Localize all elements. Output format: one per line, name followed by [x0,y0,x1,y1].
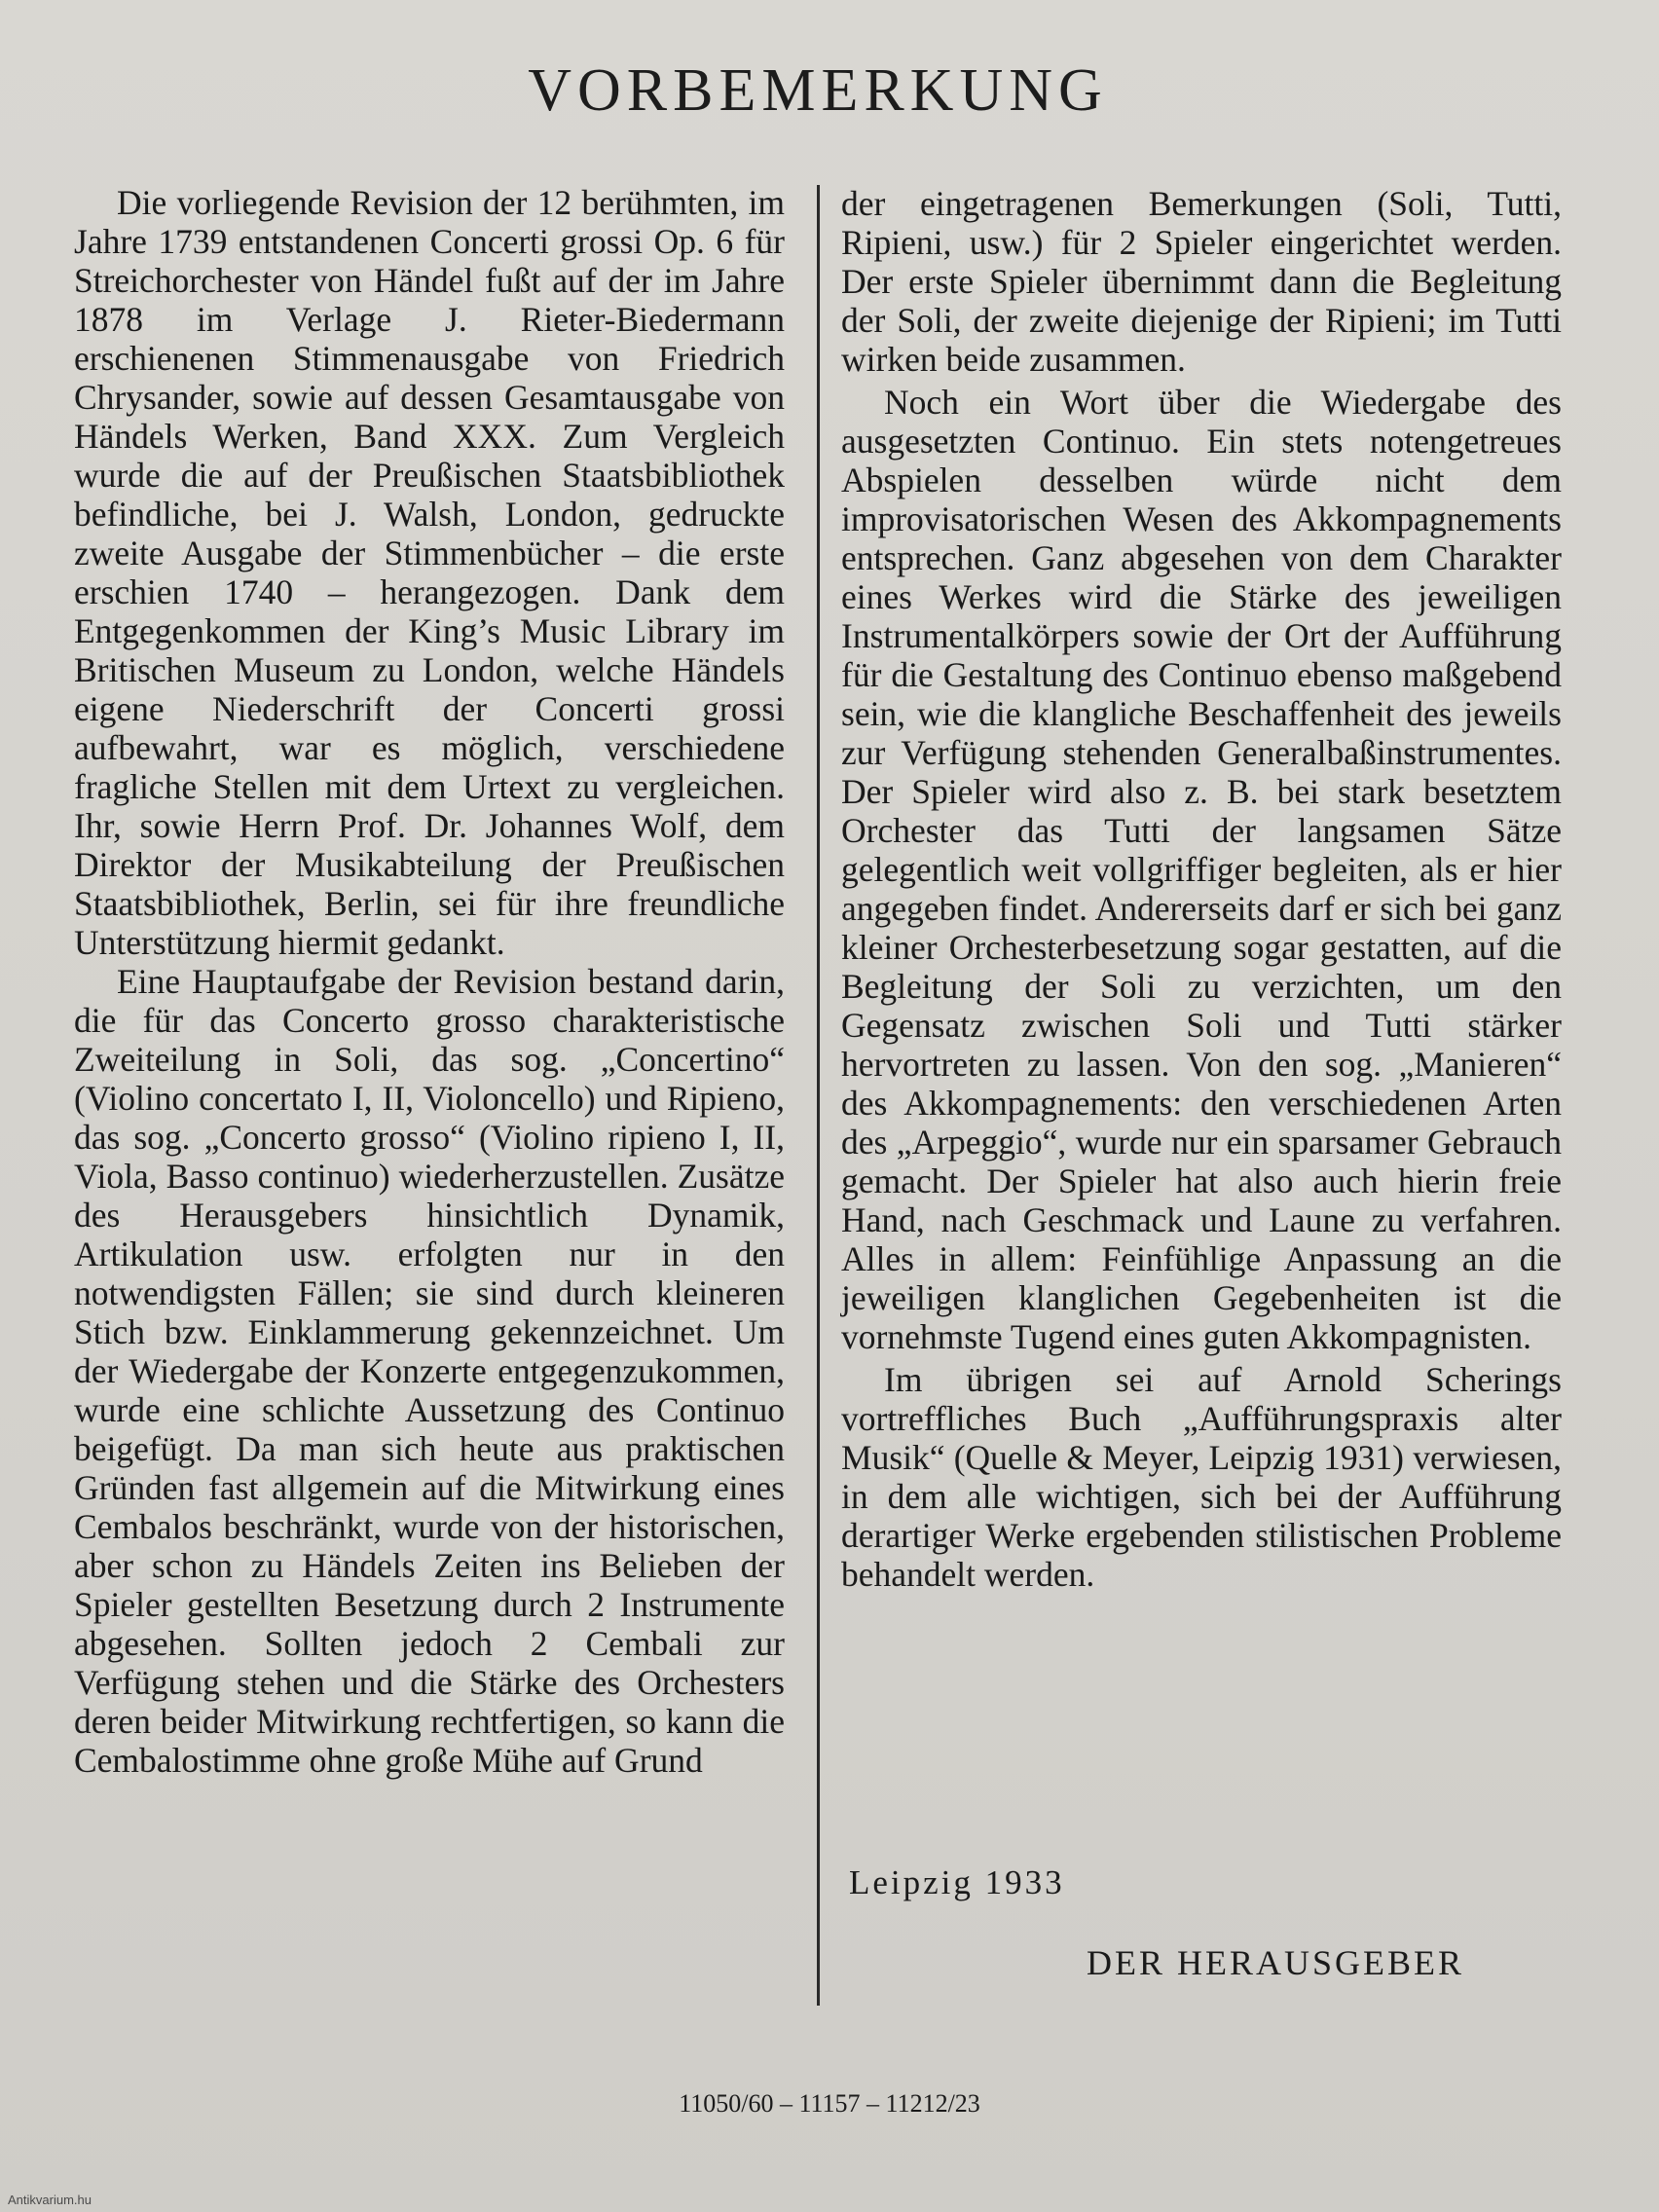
paragraph: Eine Hauptaufgabe der Revision bestand darin, die für das Concerto grosso charakteristische Zweiteilung in Soli, das sog. „Concertino“ (Violino concertato I, II, Violoncello) und Ripieno, das sog. „Concerto grosso“ (Violino ripieno I, II, Viola, Basso continuo) wiederherzustellen. Zusätze des Herausgebers hinsichtlich Dynamik, Artikulation usw. erfolgten nur in den notwendigsten Fällen; sie sind durch kleineren Stich bzw. Einklammerung gekennzeichnet. Um der Wiedergabe der Konzerte entgegenzukommen, wurde eine schlichte Aussetzung des Continuo beigefügt. Da man sich heute aus praktischen Gründen fast allgemein auf die Mitwirkung eines Cembalos beschränkt, wurde von der historischen, aber schon zu Händels Zeiten ins Belieben der Spieler gestellten Besetzung durch 2 Instrumente abgesehen. Sollten jedoch 2 Cembali zur Verfügung stehen und die Stärke des Orchesters deren beider Mitwirkung rechtfertigen, so kann die Cembalostimme ohne große Mühe auf Grund [74,962,785,1780]
right-column [841,180,1562,1594]
watermark: Antikvarium.hu [8,2193,92,2207]
editor-signature: DER HERAUSGEBER [1087,1943,1465,1982]
page-title: VORBEMERKUNG [528,57,1108,124]
paragraph: Im übrigen sei auf Arnold Scherings vortreffliches Buch „Aufführungspraxis alter Musik“ (Quelle & Meyer, Leipzig 1931) verwiesen, in dem alle wichtigen, sich bei der Aufführung derartiger Werke ergebenden stilistischen Probleme behandelt werden. [841,1360,1562,1594]
place-date: Leipzig 1933 [849,1863,1065,1901]
column-divider [817,185,820,2006]
paragraph: Die vorliegende Revision der 12 berühmten, im Jahre 1739 entstandenen Concerti grossi Op. 6 für Streichorchester von Händel fußt auf der im Jahre 1878 im Verlage J. Rieter-Biedermann erschienenen Stimmenausgabe von Friedrich Chrysander, sowie auf dessen Gesamtausgabe von Händels Werken, Band XXX. Zum Vergleich wurde die auf der Preußischen Staatsbibliothek befindliche, bei J. Walsh, London, gedruckte zweite Ausgabe der Stimmenbücher – die erste erschien 1740 – herangezogen. Dank dem Entgegenkommen der King’s Music Library im Britischen Museum zu London, welche Händels eigene Niederschrift der Concerti grossi aufbewahrt, war es möglich, verschiedene fragliche Stellen mit dem Urtext zu vergleichen. Ihr, sowie Herrn Prof. Dr. Johannes Wolf, dem Direktor der Musikabteilung der Preußischen Staatsbibliothek, Berlin, sei für ihre freundliche Unterstützung hiermit gedankt. [74,183,785,962]
paragraph: Noch ein Wort über die Wiedergabe des ausgesetzten Continuo. Ein stets notengetreues Abspielen desselben würde nicht dem improvisatorischen Wesen des Akkompagnements entsprechen. Ganz abgesehen von dem Charakter eines Werkes wird die Stärke des jeweiligen Instrumentalkörpers sowie der Ort der Aufführung für die Gestaltung des Continuo ebenso maßgebend sein, wie die klangliche Beschaffenheit des jeweils zur Verfügung stehenden Generalbaßinstrumentes. Der Spieler wird also z. B. bei stark besetztem Orchester das Tutti der langsamen Sätze gelegentlich weit vollgriffiger begleiten, als er hier angegeben findet. Andererseits darf er sich bei ganz kleiner Orchesterbesetzung sogar gestatten, auf die Begleitung der Soli zu verzichten, um den Gegensatz zwischen Soli und Tutti stärker hervortreten zu lassen. Von den sog. „Manieren“ des Akkompagnements: den verschiedenen Arten des „Arpeggio“, wurde nur ein sparsamer Gebrauch gemacht. Der Spieler hat also auch hierin freie Hand, nach Geschmack und Laune zu verfahren. Alles in allem: Feinfühlige Anpassung an die jeweiligen klanglichen Gegebenheiten ist die vornehmste Tugend eines guten Akkompagnisten. [841,383,1562,1356]
paragraph-continuation: der eingetragenen Bemerkungen (Soli, Tutti, Ripieni, usw.) für 2 Spieler eingerichtet werden. Der erste Spieler übernimmt dann die Begleitung der Soli, der zweite diejenige der Ripieni; im Tutti wirken beide zusammen. [841,184,1562,379]
left-column [74,183,785,1780]
catalog-number: 11050/60 – 11157 – 11212/23 [679,2089,980,2118]
